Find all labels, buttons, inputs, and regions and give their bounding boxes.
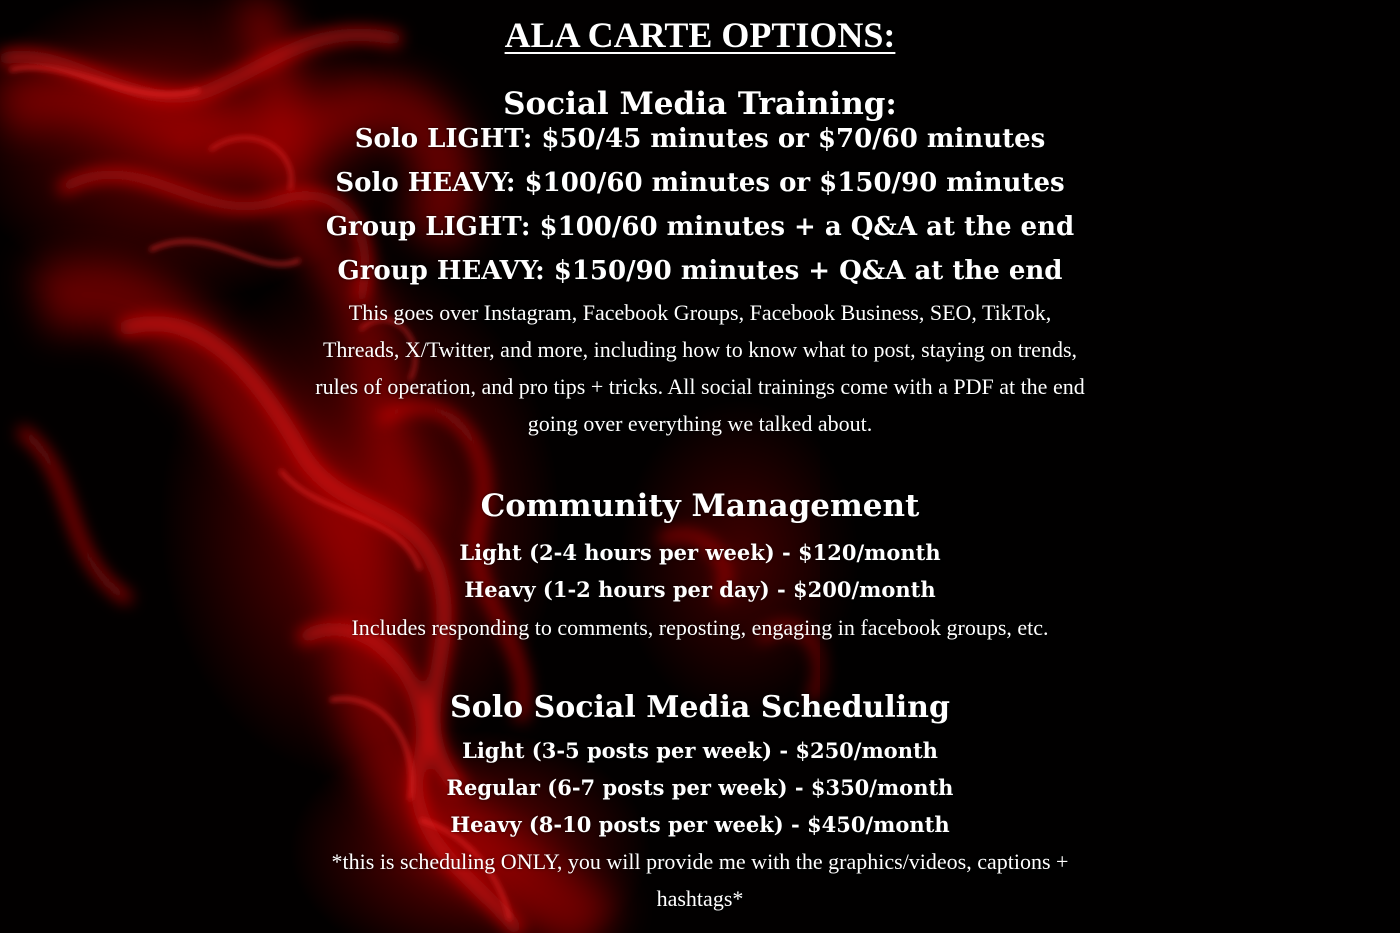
social-training-description-line: going over everything we talked about.	[527, 411, 873, 436]
scheduling-option: Heavy (8-10 posts per week) - $450/month	[450, 812, 950, 837]
social-training-option: Group HEAVY: $150/90 minutes + Q&A at the end	[337, 256, 1063, 286]
social-training-description-line: Threads, X/Twitter, and more, including how to know what to post, staying on trends,	[322, 337, 1077, 362]
scheduling-note-line: hashtags*	[656, 886, 744, 911]
social-training-description-line: This goes over Instagram, Facebook Groups, Facebook Business, SEO, TikTok,	[348, 300, 1052, 325]
social-training-option: Group LIGHT: $100/60 minutes + a Q&A at the end	[325, 212, 1075, 242]
page-title: ALA CARTE OPTIONS:	[504, 15, 896, 55]
community-management-description: Includes responding to comments, reposting, engaging in facebook groups, etc.	[351, 615, 1049, 640]
social-training-heading: Social Media Training:	[503, 86, 897, 122]
scheduling-option: Light (3-5 posts per week) - $250/month	[462, 738, 938, 763]
scheduling-heading: Solo Social Media Scheduling	[450, 690, 950, 725]
social-training-option: Solo LIGHT: $50/45 minutes or $70/60 minutes	[354, 124, 1046, 154]
scheduling-note-line: *this is scheduling ONLY, you will provide me with the graphics/videos, captions +	[331, 849, 1069, 874]
social-training-option: Solo HEAVY: $100/60 minutes or $150/90 minutes	[335, 168, 1065, 198]
scheduling-option: Regular (6-7 posts per week) - $350/month	[446, 775, 954, 800]
social-training-description-line: rules of operation, and pro tips + tricks. All social trainings come with a PDF at the end	[315, 374, 1085, 399]
community-management-heading: Community Management	[480, 488, 920, 524]
community-management-option: Light (2-4 hours per week) - $120/month	[459, 540, 941, 565]
community-management-option: Heavy (1-2 hours per day) - $200/month	[464, 577, 936, 602]
